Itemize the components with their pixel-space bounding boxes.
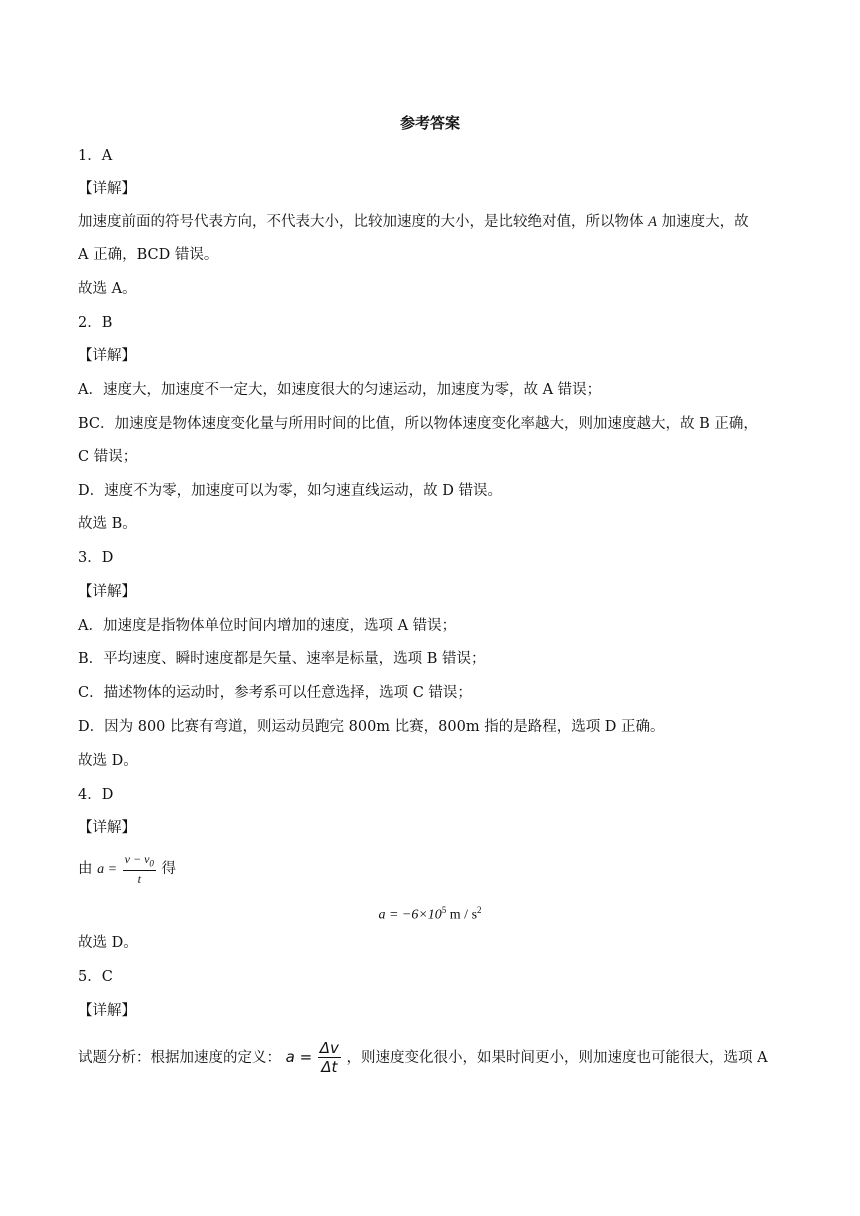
q5-formula-fraction [318, 1041, 341, 1075]
q4-fraction-numerator: $v - v_0$ [124, 852, 154, 869]
q3-option-d: D．因为 800 比赛有弯道，则运动员跑完 800m 比赛，800m 指的是路程，选项 D 正确。 [78, 719, 665, 735]
q4-fraction-denominator: t [137, 871, 141, 886]
q1-conclusion: 故选 A。 [78, 281, 137, 297]
q3-detail-tag: 【详解】 [78, 584, 136, 600]
q2-option-bc-line2: C 错误； [78, 449, 138, 465]
q4-formula-fraction [123, 853, 156, 884]
q3-option-b: B．平均速度、瞬时速度都是矢量、速率是标量，选项 B 错误； [78, 651, 486, 667]
q2-detail-tag: 【详解】 [78, 348, 136, 364]
q3-option-a: A．加速度是指物体单位时间内增加的速度，选项 A 错误； [78, 618, 457, 634]
q5-formula-lhs: a = [285, 1048, 313, 1066]
q1-explanation-line1 [78, 212, 749, 232]
q2-option-bc-line1: BC．加速度是物体速度变化量与所用时间的比值，所以物体速度变化率越大，则加速度越大，故 B 正确， [78, 416, 758, 432]
q1-var-a: A [648, 214, 657, 230]
q5-analysis-suffix: ，则速度变化很小，如果时间更小，则加速度也可能很大，选项 A [346, 1050, 768, 1066]
q4-result-equation: $a = -6\times 10^5$ m / $s^2$ [378, 905, 482, 923]
q4-detail-tag: 【详解】 [78, 820, 136, 836]
q5-fraction-denominator: Δt [321, 1058, 338, 1076]
q3-conclusion: 故选 D。 [78, 753, 138, 769]
q4-conclusion: 故选 D。 [78, 935, 138, 951]
q2-option-d: D．速度不为零，加速度可以为零，如匀速直线运动，故 D 错误。 [78, 483, 502, 499]
q5-detail-tag: 【详解】 [78, 1003, 136, 1019]
q5-number: 5．C [78, 969, 113, 985]
q1-explanation-line2: A 正确，BCD 错误。 [78, 247, 219, 263]
q5-fraction-numerator: Δv [319, 1039, 339, 1057]
q2-option-a: A．速度大，加速度不一定大，如速度很大的匀速运动，加速度为零，故 A 错误； [78, 382, 602, 398]
q3-number: 3．D [78, 550, 114, 566]
page-title: 参考答案 [399, 114, 460, 132]
q1-number: 1．A [78, 148, 113, 164]
q5-analysis-prefix: 试题分析：根据加速度的定义： [78, 1050, 281, 1066]
q4-number: 4．D [78, 787, 114, 803]
q5-analysis-line [78, 1036, 768, 1079]
q1-text-b: 加速度大，故 [661, 214, 749, 230]
q4-formula-line [78, 852, 176, 887]
q3-option-c: C．描述物体的运动时，参考系可以任意选择，选项 C 错误； [78, 685, 472, 701]
q1-text-a: 加速度前面的符号代表方向，不代表大小，比较加速度的大小，是比较绝对值，所以物体 [78, 214, 644, 230]
q4-formula-lhs: a = [97, 862, 118, 877]
q1-detail-tag: 【详解】 [78, 181, 136, 197]
q2-number: 2．B [78, 315, 113, 331]
q2-conclusion: 故选 B。 [78, 516, 137, 532]
q4-formula-suffix: 得 [161, 861, 177, 877]
q4-formula-prefix: 由 [78, 861, 93, 877]
